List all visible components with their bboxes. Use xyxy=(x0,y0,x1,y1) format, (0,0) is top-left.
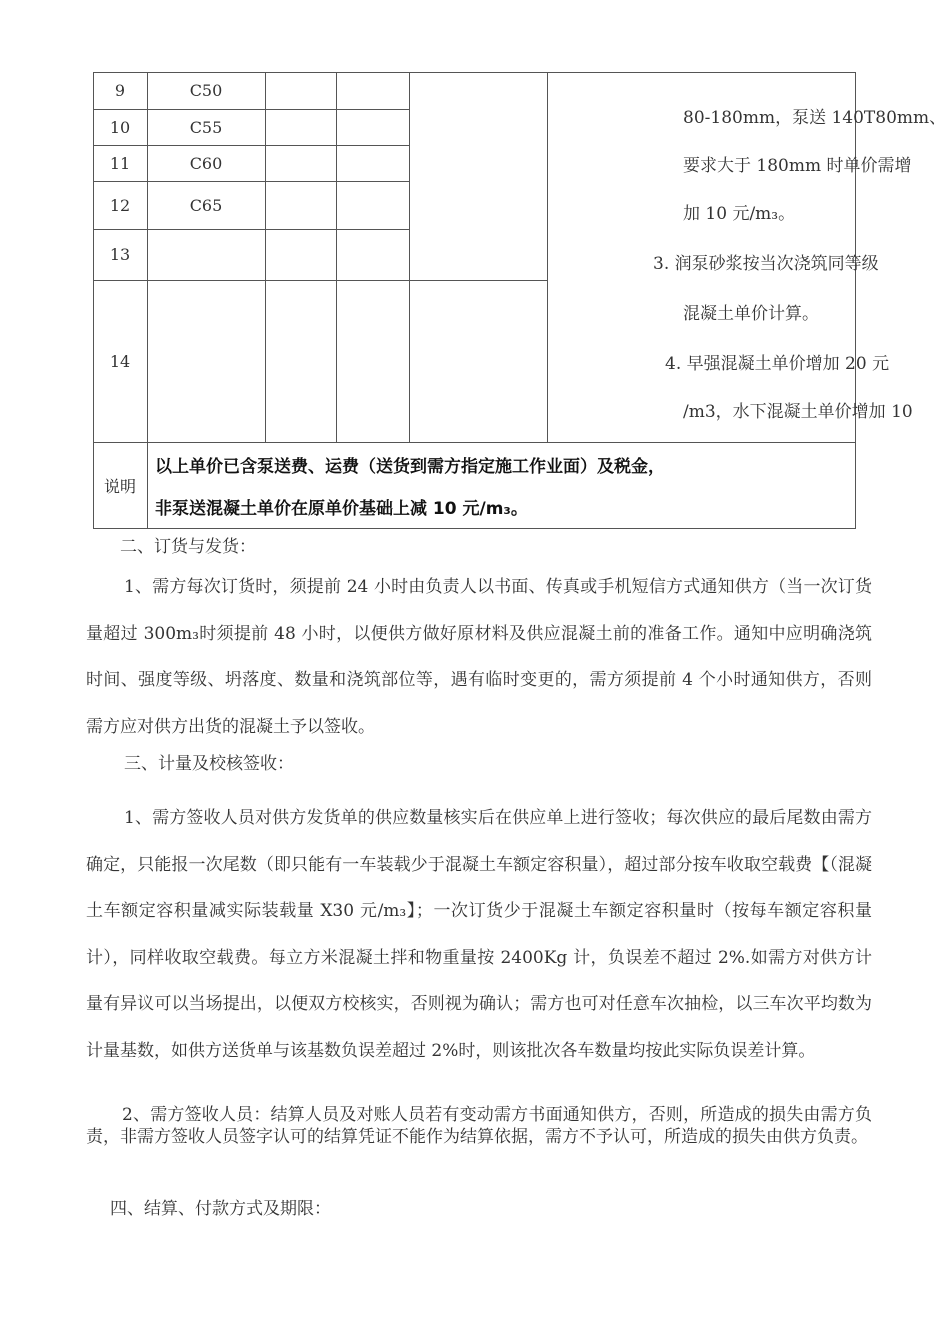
row-no: 10 xyxy=(109,117,131,137)
row-grade xyxy=(147,229,265,280)
row-grade: C60 xyxy=(189,153,223,173)
remark-line: 混凝土单价计算。 xyxy=(683,304,819,324)
section-4-title: 四、结算、付款方式及期限： xyxy=(110,1199,331,1219)
row-no: 14 xyxy=(109,351,131,371)
row-grade: C50 xyxy=(189,81,223,100)
remark-line: 4. 早强混凝土单价增加 20 元 xyxy=(665,354,890,374)
row-no: 13 xyxy=(109,245,131,264)
note-line: 非泵送混凝土单价在原单价基础上减 10 元/m₃。 xyxy=(155,499,528,519)
note-text xyxy=(155,446,845,530)
col-divider xyxy=(265,72,266,442)
remark-line: 80-180mm，泵送 140T80mm、 xyxy=(683,108,947,128)
row-no: 12 xyxy=(109,195,131,215)
note-label: 说明 xyxy=(103,477,136,496)
row-grade: C55 xyxy=(189,117,223,137)
row-no: 11 xyxy=(109,153,131,173)
section-2-para-1: 1、需方每次订货时，须提前 24 小时由负责人以书面、传真或手机短信方式通知供方（当一次订货量超过 300m₃时须提前 48 小时，以便供方做好原材料及供应混凝土前的准备工作。通知中应明确浇筑时间、强度等级、坍落度、数量和浇筑部位等，遇有临时变更的，需方须提前 4 个小时通知供方，否则需方应对供方出货的混凝土予以签收。 xyxy=(86,577,872,737)
note-line: 以上单价已含泵送费、运费（送货到需方指定施工作业面）及税金， xyxy=(155,457,665,477)
section-3-para-1: 1、需方签收人员对供方发货单的供应数量核实后在供应单上进行签收；每次供应的最后尾数由需方确定，只能报一次尾数（即只能有一车装载少于混凝土车额定容积量），超过部分按车收取空载费【（混凝土车额定容积量减实际装载量 X30 元/m₃】；一次订货少于混凝土车额定容积量时（按每车额定容积量计），同样收取空载费。每立方米混凝土拌和物重量按 2400Kg 计，负误差不超过 2%.如需方对供方计量有异议可以当场提出，以便双方校核实，否则视为确认；需方也可对任意车次抽检，以三车次平均数为计量基数，如供方送货单与该基数负误差超过 2%时，则该批次各车数量均按此实际负误差计算。 xyxy=(86,808,872,1061)
section-2-title: 二、订货与发货： xyxy=(120,537,256,557)
section-3-title: 三、计量及校核签收： xyxy=(124,754,294,774)
remark-line: 3. 润泵砂浆按当次浇筑同等级 xyxy=(653,254,879,274)
col-divider xyxy=(336,72,337,442)
row-divider-note xyxy=(93,442,856,443)
col-divider xyxy=(409,72,410,442)
remark-line: 要求大于 180mm 时单价需增 xyxy=(683,156,912,176)
section-3-para-2: 2、需方签收人员：结算人员及对账人员若有变动需方书面通知供方，否则，所造成的损失由需方负责，非需方签收人员签字认可的结算凭证不能作为结算依据，需方不予认可，所造成的损失由供方负责。 xyxy=(86,1105,872,1147)
row-no: 9 xyxy=(114,81,126,100)
col-divider xyxy=(547,72,548,442)
remark-line: /m3，水下混凝土单价增加 10 xyxy=(683,402,913,422)
remark-line: 加 10 元/m₃。 xyxy=(683,204,796,224)
row-grade: C65 xyxy=(189,195,223,215)
price-table xyxy=(93,72,947,529)
row-grade xyxy=(147,280,265,442)
